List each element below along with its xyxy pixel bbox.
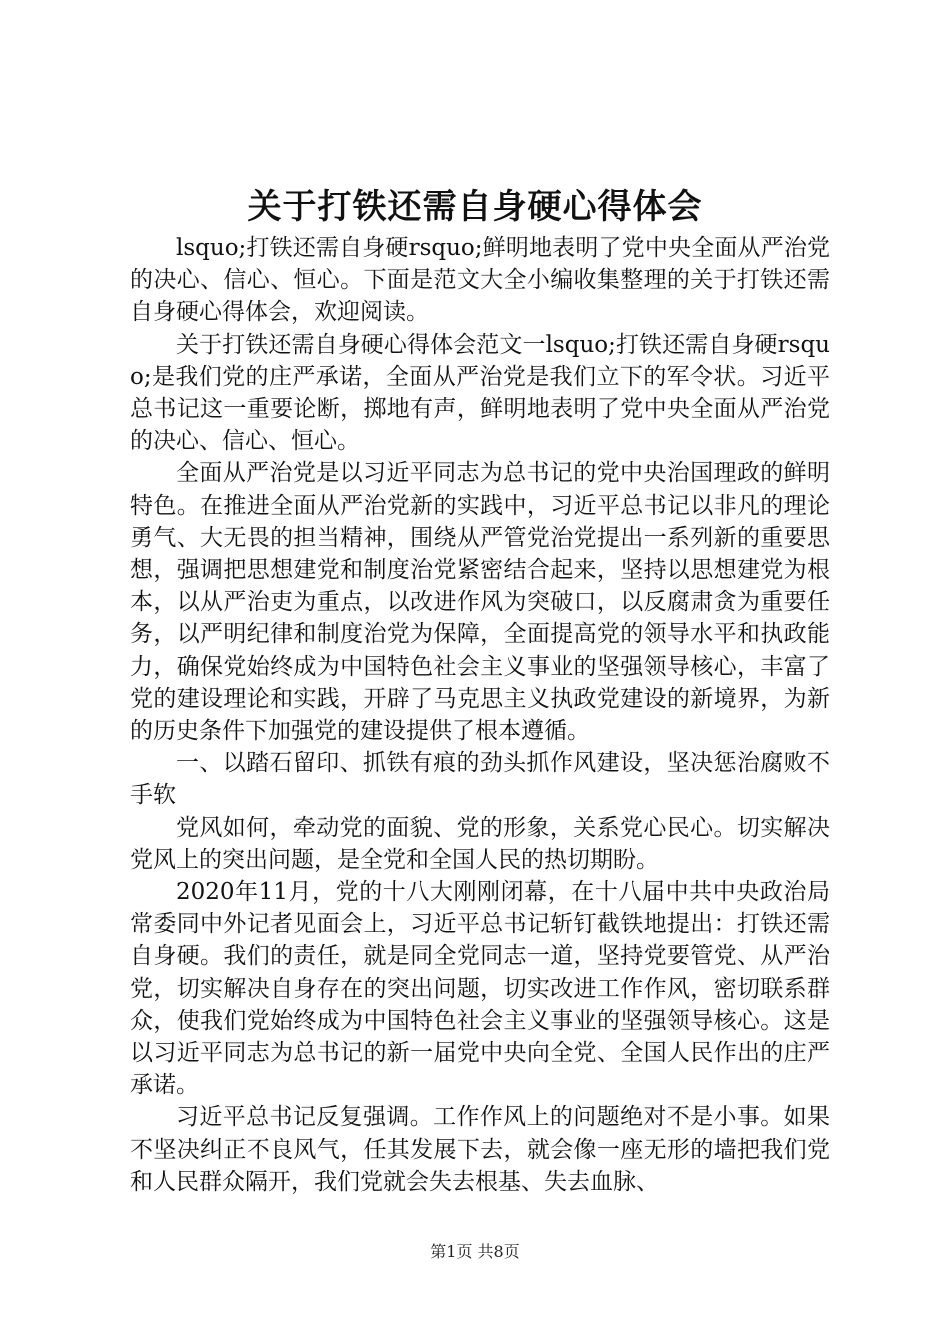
section-heading-one: 一、以踏石留印、抓铁有痕的劲头抓作风建设，坚决惩治腐败不手软	[130, 750, 830, 809]
paragraph-party-style: 党风如何，牵动党的面貌、党的形象，关系党心民心。切实解决党风上的突出问题，是全党和全国人民的热切期盼。	[130, 814, 830, 873]
paragraph-intro: lsquo;打铁还需自身硬rsquo;鲜明地表明了党中央全面从严治党的决心、信心、恒心。下面是范文大全小编收集整理的关于打铁还需自身硬心得体会，欢迎阅读。	[130, 235, 830, 326]
paragraph-2020: 2020年11月，党的十八大刚刚闭幕，在十八届中共中央政治局常委同中外记者见面会上，习近平总书记斩钉截铁地提出：打铁还需自身硬。我们的责任，就是同全党同志一道，坚持党要管党、从严治党，切实解决自身存在的突出问题，切实改进工作作风，密切联系群众，使我们党始终成为中国特色社会主义事业的坚强领导核心。这是以习近平同志为总书记的新一届党中央向全党、全国人民作出的庄严承诺。	[130, 879, 830, 1099]
document-title: 关于打铁还需自身硬心得体会	[247, 187, 703, 227]
page-number-footer: 第1页 共8页	[430, 1242, 520, 1261]
document-body	[130, 232, 830, 1198]
paragraph-sample-one: 关于打铁还需自身硬心得体会范文一lsquo;打铁还需自身硬rsquo;是我们党的庄严承诺，全面从严治党是我们立下的军令状。习近平总书记这一重要论断，掷地有声，鲜明地表明了党中央全面从严治党的决心、信心、恒心。	[130, 331, 830, 455]
paragraph-features: 全面从严治党是以习近平同志为总书记的党中央治国理政的鲜明特色。在推进全面从严治党新的实践中，习近平总书记以非凡的理论勇气、大无畏的担当精神，围绕从严管党治党提出一系列新的重要思想，强调把思想建党和制度治党紧密结合起来，坚持以思想建党为根本，以从严治吏为重点，以改进作风为突破口，以反腐肃贪为重要任务，以严明纪律和制度治党为保障，全面提高党的领导水平和执政能力，确保党始终成为中国特色社会主义事业的坚强领导核心，丰富了党的建设理论和实践，开辟了马克思主义执政党建设的新境界，为新的历史条件下加强党的建设提供了根本遵循。	[130, 460, 830, 745]
paragraph-emphasis: 习近平总书记反复强调。工作作风上的问题绝对不是小事。如果不坚决纠正不良风气，任其发展下去，就会像一座无形的墙把我们党和人民群众隔开，我们党就会失去根基、失去血脉、	[130, 1104, 830, 1195]
